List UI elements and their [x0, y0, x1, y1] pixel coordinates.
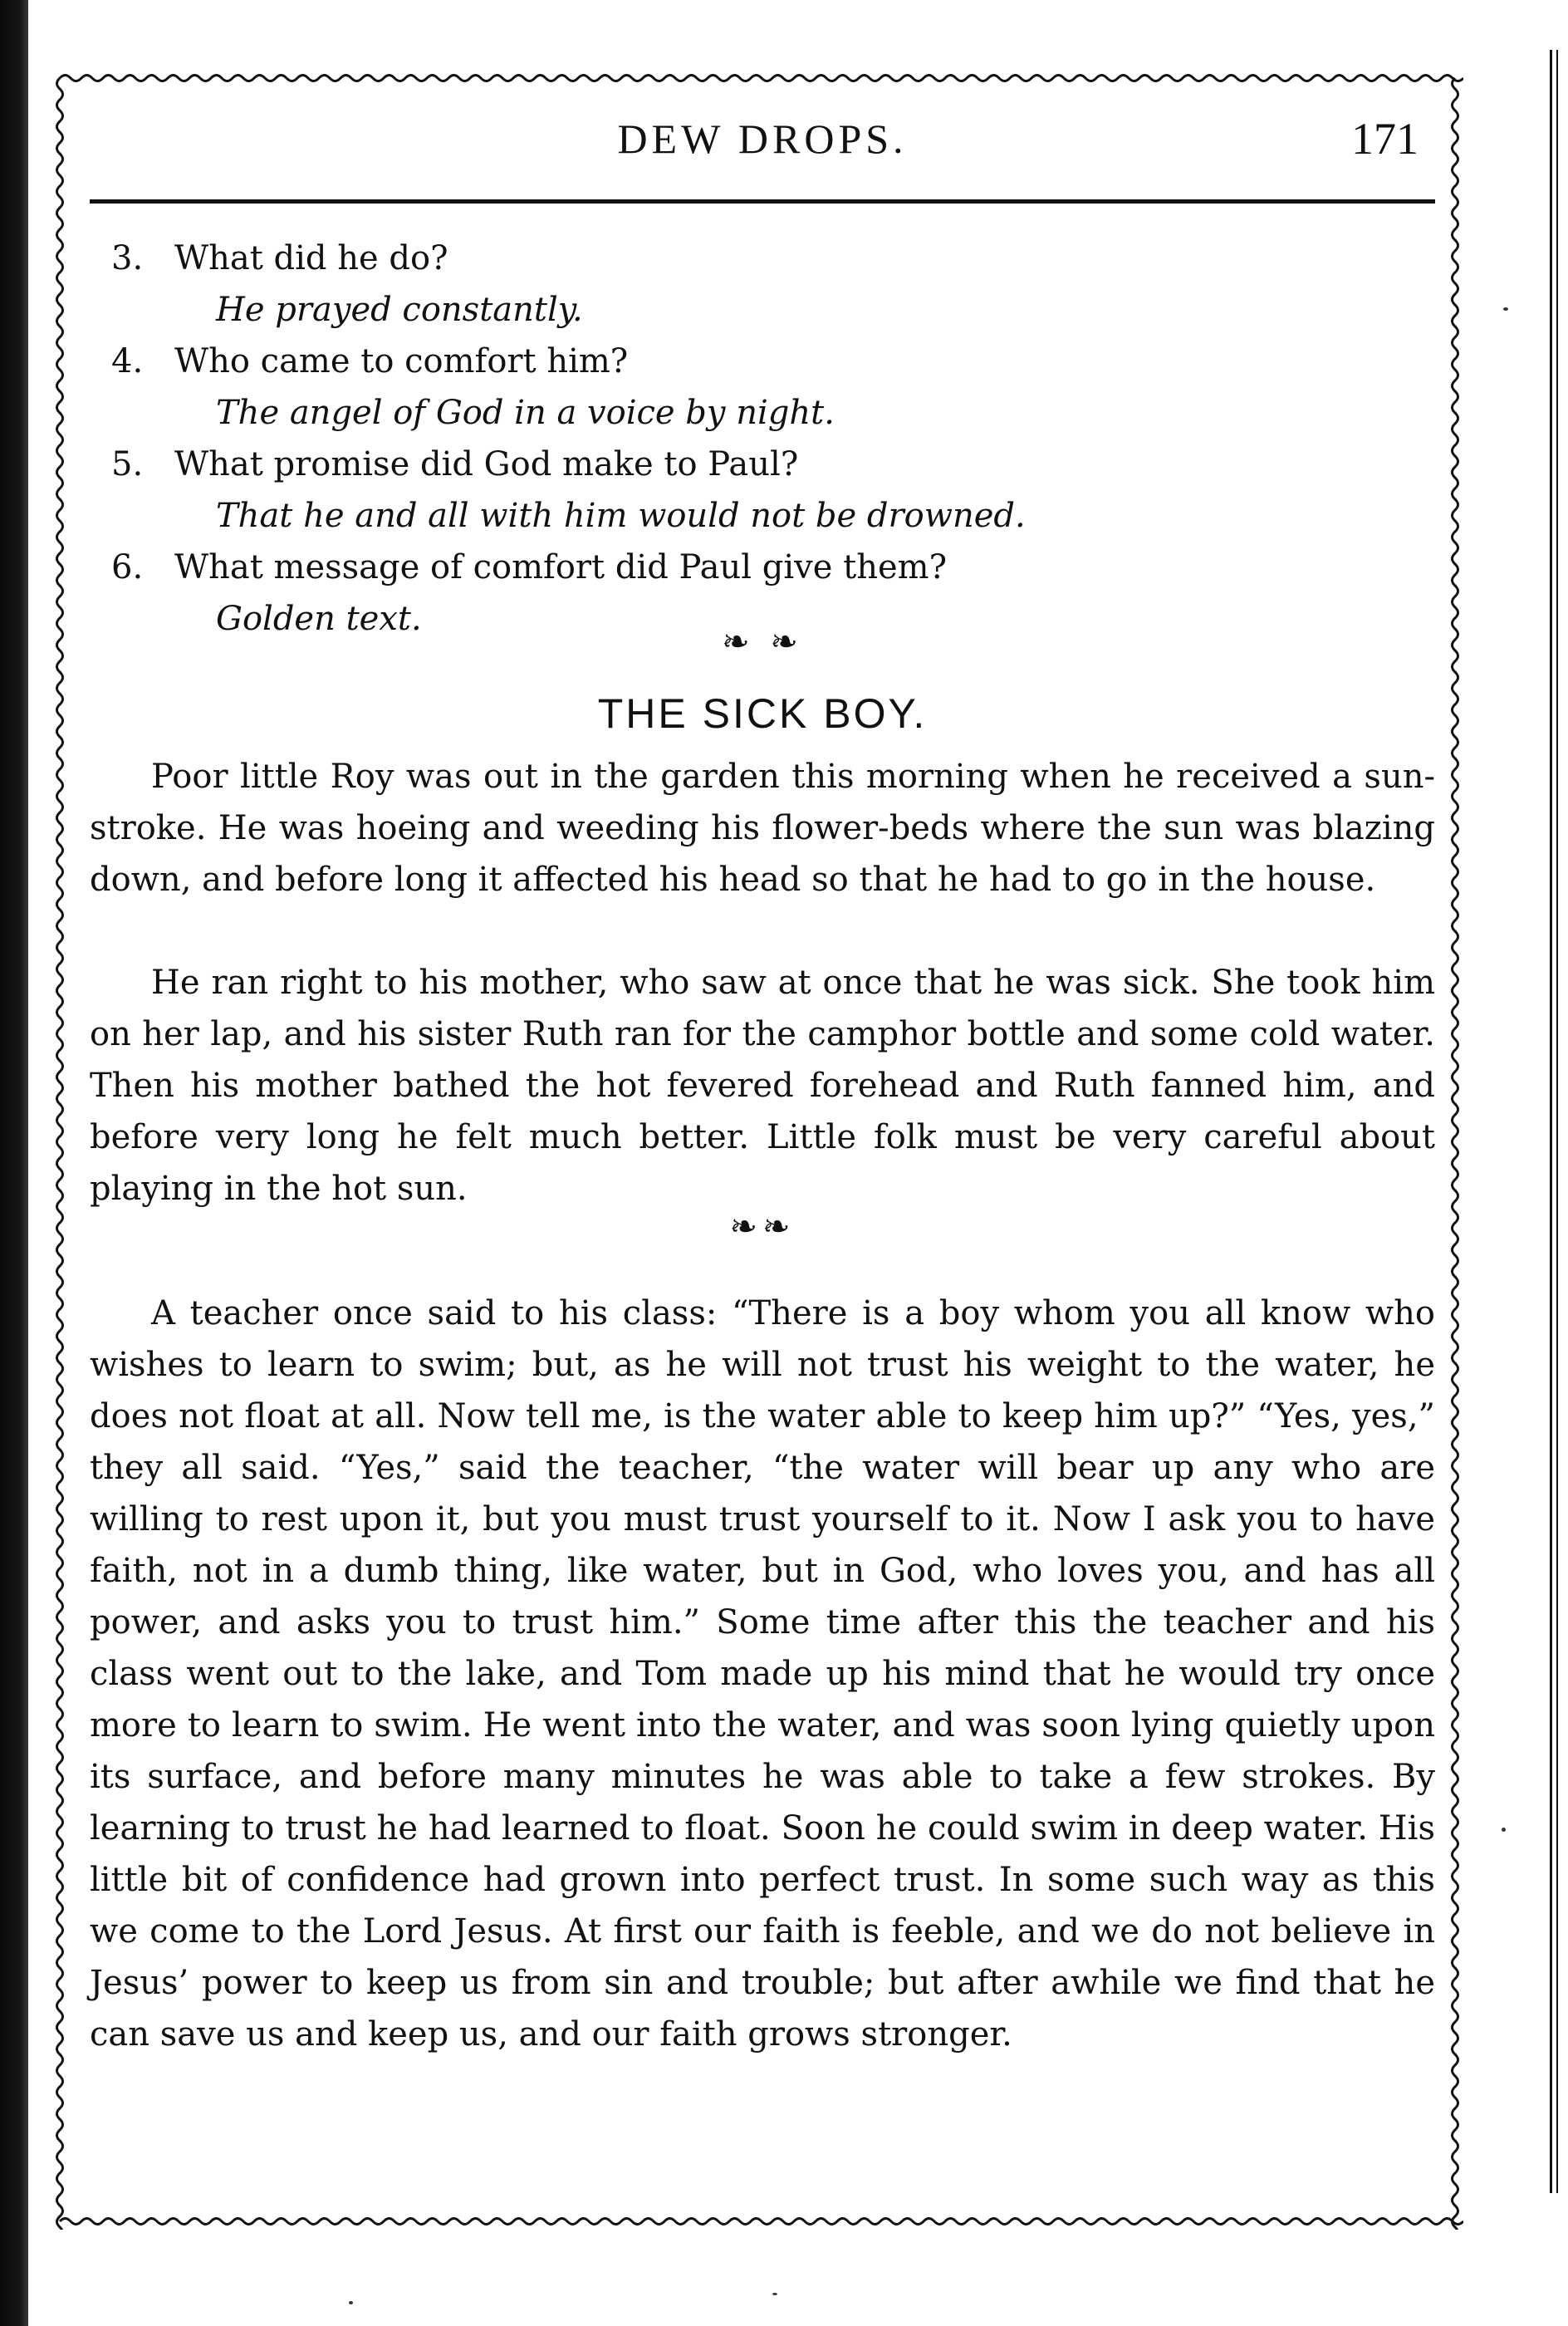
question-item	[90, 439, 1435, 542]
answer-text: The angel of God in a voice by night.	[216, 394, 835, 432]
right-edge-rule	[1556, 50, 1558, 2193]
question-number: 4.	[111, 342, 144, 380]
answer-text: He prayed constantly.	[216, 291, 583, 329]
fleuron-ornament: ❧ ❧	[722, 623, 803, 661]
section-title: THE SICK BOY.	[597, 690, 928, 737]
question-line	[90, 233, 1435, 284]
print-speck	[772, 2293, 777, 2295]
question-list	[90, 233, 1435, 645]
question-line	[90, 336, 1435, 387]
border-wave	[60, 76, 1463, 81]
question-text: What did he do?	[174, 239, 448, 277]
answer-text: That he and all with him would not be drowned.	[216, 497, 1026, 535]
binding-shadow	[0, 0, 28, 2326]
story-paragraph: He ran right to his mother, who saw at once that he was sick. She took him on her lap, and his sister Ruth ran for the camphor bottle and some cold water. Then his mother bathed the hot fevered forehead and Ruth fanned him, and before very long he felt much better. Little folk must be very careful about playing in the hot sun.	[90, 964, 1435, 1208]
print-speck	[1502, 1828, 1506, 1832]
question-text: What message of comfort did Paul give them?	[174, 548, 948, 586]
question-number: 3.	[111, 239, 144, 277]
question-number: 5.	[111, 445, 144, 483]
border-wave	[1453, 78, 1458, 2230]
story-paragraph: Poor little Roy was out in the garden this morning when he received a sun-stroke. He was hoeing and weeding his flower-beds where the sun was blazing down, and before long it affected his head so that he had to go in the house.	[90, 758, 1435, 899]
question-item	[90, 336, 1435, 439]
print-speck	[349, 2301, 353, 2304]
answer-text: Golden text.	[216, 600, 422, 638]
print-speck	[1503, 307, 1508, 311]
running-title: DEW DROPS.	[617, 115, 908, 162]
page-number: 171	[1351, 114, 1419, 164]
fleuron-ornament: ❧❧	[729, 1208, 796, 1246]
header-rule	[90, 199, 1435, 204]
question-line	[90, 439, 1435, 490]
page-content	[90, 108, 1435, 2054]
question-item	[90, 233, 1435, 336]
page-header	[90, 108, 1435, 178]
question-text: Who came to comfort him?	[174, 342, 629, 380]
right-edge-rule	[1550, 50, 1552, 2193]
question-text: What promise did God make to Paul?	[174, 445, 799, 483]
question-line	[90, 542, 1435, 593]
question-number: 6.	[111, 548, 144, 586]
teacher-paragraph: A teacher once said to his class: “There is a boy whom you all know who wishes to learn to swim; but, as he will not trust his weight to the water, he does not float at all. Now tell me, is the water able to keep him up?” “Yes, yes,” they all said. “Yes,” said the teacher, “the water will bear up any who are willing to rest upon it, but you must trust yourself to it. Now I ask you to have faith, not in a dumb thing, like water, but in God, who loves you, and has all power, and asks you to trust him.” Some time after this the teacher and his class went out to the lake, and Tom made up his mind that he would try once more to learn to swim. He went into the water, and was soon lying quietly upon its surface, and before many minutes he was able to take a few strokes. By learning to trust he had learned to float. Soon he could swim in deep water. His little bit of confidence had grown into perfect trust. In some such way as this we come to the Lord Jesus. At first our faith is feeble, and we do not believe in Jesus’ power to keep us from sin and trouble; but after awhile we find that he can save us and keep us, and our faith grows stronger.	[90, 1294, 1435, 2054]
border-wave	[57, 78, 63, 2230]
border-wave	[60, 2219, 1463, 2225]
